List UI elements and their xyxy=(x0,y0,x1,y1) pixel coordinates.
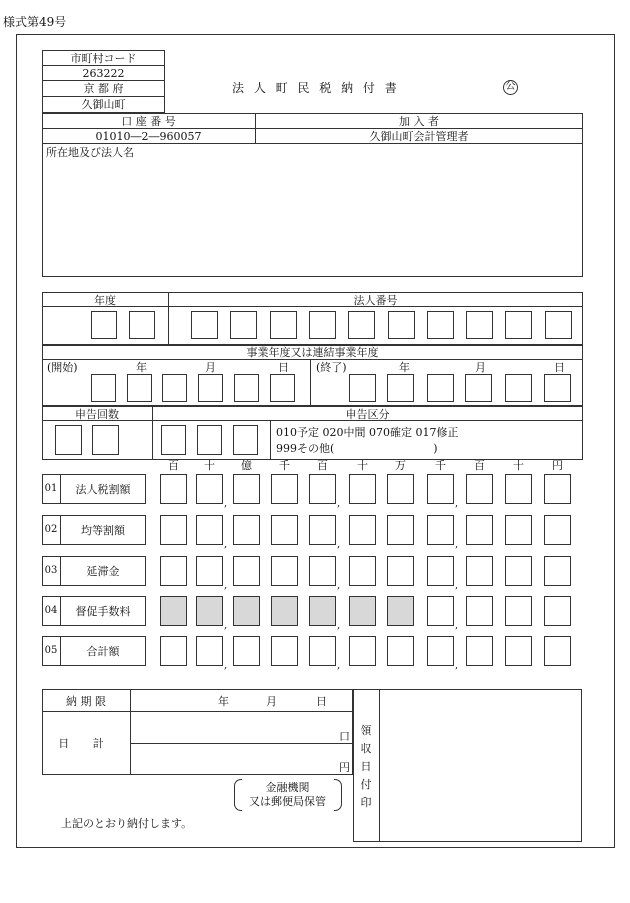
thousands-separator: , xyxy=(337,498,341,509)
amount-digit-box[interactable] xyxy=(505,556,532,586)
corp-number-digit-box[interactable] xyxy=(348,311,375,339)
amount-digit-box[interactable] xyxy=(466,596,493,626)
corp-number-digit-box[interactable] xyxy=(270,311,297,339)
municipality-code: 263222 xyxy=(82,67,125,80)
town-name: 久御山町 xyxy=(81,98,126,111)
corp-number-digit-box[interactable] xyxy=(505,311,532,339)
amount-digit-box[interactable] xyxy=(160,636,187,666)
period-start-digit-box[interactable] xyxy=(162,374,187,402)
period-start-digit-box[interactable] xyxy=(270,374,295,402)
period-end-digit-box[interactable] xyxy=(544,374,571,402)
corp-number-digit-box[interactable] xyxy=(309,311,336,339)
amount-digit-box[interactable] xyxy=(427,596,454,626)
amount-digit-box[interactable] xyxy=(349,556,376,586)
amount-digit-box[interactable] xyxy=(427,515,454,545)
amount-row-code: 03 xyxy=(44,565,58,576)
seal-mark: 公 xyxy=(505,81,516,92)
thousands-separator: , xyxy=(337,660,341,671)
daily-total-label: 日 計 xyxy=(58,737,114,750)
amount-digit-box[interactable] xyxy=(387,636,414,666)
corp-number-digit-box[interactable] xyxy=(388,311,415,339)
filing-type-box[interactable] xyxy=(197,425,222,455)
amount-digit-box[interactable] xyxy=(349,596,376,626)
receipt-stamp-label: 領 収 日 付 印 xyxy=(360,724,372,809)
amount-digit-box[interactable] xyxy=(309,474,336,504)
amount-digit-box[interactable] xyxy=(387,474,414,504)
account-number-label: 口 座 番 号 xyxy=(121,115,176,128)
municipality-code-label: 市町村コード xyxy=(70,52,137,65)
amount-digit-box[interactable] xyxy=(349,515,376,545)
period-start-label: (開始) xyxy=(47,361,78,374)
amount-digit-box[interactable] xyxy=(309,596,336,626)
amount-digit-box[interactable] xyxy=(233,474,260,504)
digit-unit-label: 百 xyxy=(168,459,179,472)
due-date-label: 納 期 限 xyxy=(66,695,106,708)
period-end-digit-box[interactable] xyxy=(427,374,454,402)
amount-digit-box[interactable] xyxy=(271,474,298,504)
amount-digit-box[interactable] xyxy=(505,596,532,626)
due-month-unit: 月 xyxy=(266,695,277,708)
digit-unit-label: 百 xyxy=(474,459,485,472)
amount-row-name: 法人税割額 xyxy=(75,483,131,496)
amount-digit-box[interactable] xyxy=(196,474,223,504)
amount-digit-box[interactable] xyxy=(427,636,454,666)
thousands-separator: , xyxy=(455,660,459,671)
thousands-separator: , xyxy=(224,660,228,671)
amount-digit-box[interactable] xyxy=(544,474,571,504)
amount-digit-box[interactable] xyxy=(196,515,223,545)
thousands-separator: , xyxy=(224,620,228,631)
digit-unit-label: 百 xyxy=(317,459,328,472)
amount-row-name: 延滞金 xyxy=(86,565,120,578)
daily-amount-field[interactable] xyxy=(131,744,336,774)
filing-type-codes-1: 010予定 020中間 070確定 017修正 xyxy=(276,426,459,439)
filing-count-box[interactable] xyxy=(55,425,82,455)
business-year-label: 事業年度又は連結事業年度 xyxy=(246,346,379,359)
address-label: 所在地及び法人名 xyxy=(46,146,134,159)
thousands-separator: , xyxy=(337,580,341,591)
prefecture: 京 都 府 xyxy=(83,82,124,95)
amount-digit-box[interactable] xyxy=(160,515,187,545)
amount-digit-box[interactable] xyxy=(233,556,260,586)
end-year-unit: 年 xyxy=(399,361,410,374)
end-month-unit: 月 xyxy=(475,361,486,374)
amount-digit-box[interactable] xyxy=(271,556,298,586)
amount-row-code: 02 xyxy=(44,524,58,535)
due-year-unit: 年 xyxy=(218,695,229,708)
amount-row-name: 督促手数料 xyxy=(75,605,131,618)
amount-digit-box[interactable] xyxy=(309,636,336,666)
filing-count-label: 申告回数 xyxy=(75,408,119,421)
period-start-digit-box[interactable] xyxy=(234,374,259,402)
amount-row-code: 01 xyxy=(44,483,58,494)
digit-unit-label: 千 xyxy=(435,459,446,472)
amount-digit-box[interactable] xyxy=(544,556,571,586)
thousands-separator: , xyxy=(455,498,459,509)
corp-number-label: 法人番号 xyxy=(353,294,398,307)
bank-line-2: 又は郵便局保管 xyxy=(249,795,326,808)
amount-digit-box[interactable] xyxy=(387,515,414,545)
amount-digit-box[interactable] xyxy=(427,556,454,586)
corp-number-digit-box[interactable] xyxy=(427,311,454,339)
yen-unit: 円 xyxy=(339,761,350,774)
form-number: 様式第49号 xyxy=(3,15,67,29)
thousands-separator: , xyxy=(455,620,459,631)
amount-row-code: 05 xyxy=(44,645,58,656)
amount-digit-box[interactable] xyxy=(233,636,260,666)
thousands-separator: , xyxy=(224,539,228,550)
digit-unit-label: 十 xyxy=(513,459,524,472)
thousands-separator: , xyxy=(337,620,341,631)
digit-unit-label: 万 xyxy=(395,459,406,472)
count-unit: 口 xyxy=(339,730,350,743)
amount-digit-box[interactable] xyxy=(505,474,532,504)
filing-count-box[interactable] xyxy=(92,425,119,455)
receipt-stamp-area xyxy=(381,691,580,840)
period-end-digit-box[interactable] xyxy=(349,374,376,402)
amount-digit-box[interactable] xyxy=(271,636,298,666)
amount-digit-box[interactable] xyxy=(349,474,376,504)
amount-digit-box[interactable] xyxy=(196,556,223,586)
start-month-unit: 月 xyxy=(205,361,216,374)
period-start-digit-box[interactable] xyxy=(198,374,223,402)
amount-digit-box[interactable] xyxy=(196,636,223,666)
amount-digit-box[interactable] xyxy=(309,515,336,545)
amount-digit-box[interactable] xyxy=(196,596,223,626)
digit-unit-label: 千 xyxy=(279,459,290,472)
subscriber-name: 久御山町会計管理者 xyxy=(369,130,469,143)
period-end-label: (終了) xyxy=(316,361,347,374)
year-digit-box[interactable] xyxy=(129,311,155,339)
start-day-unit: 日 xyxy=(278,361,289,374)
start-year-unit: 年 xyxy=(136,361,147,374)
corp-number-digit-box[interactable] xyxy=(191,311,218,339)
amount-digit-box[interactable] xyxy=(233,596,260,626)
thousands-separator: , xyxy=(337,539,341,550)
account-number: 01010―2―960057 xyxy=(95,130,202,143)
amount-digit-box[interactable] xyxy=(160,596,187,626)
amount-digit-box[interactable] xyxy=(271,596,298,626)
period-start-digit-box[interactable] xyxy=(91,374,116,402)
subscriber-label: 加 入 者 xyxy=(399,115,439,128)
amount-digit-box[interactable] xyxy=(544,596,571,626)
corp-number-digit-box[interactable] xyxy=(545,311,572,339)
amount-digit-box[interactable] xyxy=(505,636,532,666)
amount-digit-box[interactable] xyxy=(271,515,298,545)
amount-digit-box[interactable] xyxy=(466,636,493,666)
amount-digit-box[interactable] xyxy=(427,474,454,504)
filing-type-box[interactable] xyxy=(161,425,186,455)
amount-digit-box[interactable] xyxy=(233,515,260,545)
amount-digit-box[interactable] xyxy=(466,474,493,504)
thousands-separator: , xyxy=(455,539,459,550)
corp-number-digit-box[interactable] xyxy=(466,311,493,339)
due-date-field[interactable] xyxy=(131,690,352,710)
thousands-separator: , xyxy=(455,580,459,591)
year-digit-box[interactable] xyxy=(91,311,117,339)
due-day-unit: 日 xyxy=(316,695,327,708)
amount-digit-box[interactable] xyxy=(466,515,493,545)
period-end-digit-box[interactable] xyxy=(387,374,414,402)
amount-row-name: 合計額 xyxy=(86,645,120,658)
end-day-unit: 日 xyxy=(554,361,565,374)
amount-digit-box[interactable] xyxy=(544,636,571,666)
period-end-digit-box[interactable] xyxy=(465,374,492,402)
amount-digit-box[interactable] xyxy=(387,556,414,586)
amount-digit-box[interactable] xyxy=(387,596,414,626)
payment-statement: 上記のとおり納付します。 xyxy=(61,817,193,830)
amount-digit-box[interactable] xyxy=(349,636,376,666)
amount-digit-box[interactable] xyxy=(466,556,493,586)
form-title: 法 人 町 民 税 納 付 書 xyxy=(232,81,400,95)
amount-digit-box[interactable] xyxy=(160,474,187,504)
digit-unit-label: 十 xyxy=(204,459,215,472)
period-start-digit-box[interactable] xyxy=(127,374,152,402)
daily-count-field[interactable] xyxy=(131,712,336,742)
filing-type-codes-2: 999その他( ) xyxy=(276,442,438,455)
amount-row-code: 04 xyxy=(44,605,58,616)
amount-digit-box[interactable] xyxy=(309,556,336,586)
address-field[interactable] xyxy=(44,162,581,275)
amount-digit-box[interactable] xyxy=(544,515,571,545)
thousands-separator: , xyxy=(224,498,228,509)
bank-line-1: 金融機関 xyxy=(265,781,310,794)
amount-digit-box[interactable] xyxy=(505,515,532,545)
digit-unit-label: 億 xyxy=(241,459,252,472)
amount-row-name: 均等割額 xyxy=(81,524,125,537)
filing-type-label: 申告区分 xyxy=(345,408,390,421)
thousands-separator: , xyxy=(224,580,228,591)
filing-type-box[interactable] xyxy=(233,425,258,455)
bracket-right-icon xyxy=(334,779,342,811)
digit-unit-label: 円 xyxy=(552,459,563,472)
amount-digit-box[interactable] xyxy=(160,556,187,586)
digit-unit-label: 十 xyxy=(357,459,368,472)
year-label: 年度 xyxy=(94,294,116,307)
period-end-digit-box[interactable] xyxy=(505,374,532,402)
corp-number-digit-box[interactable] xyxy=(230,311,257,339)
